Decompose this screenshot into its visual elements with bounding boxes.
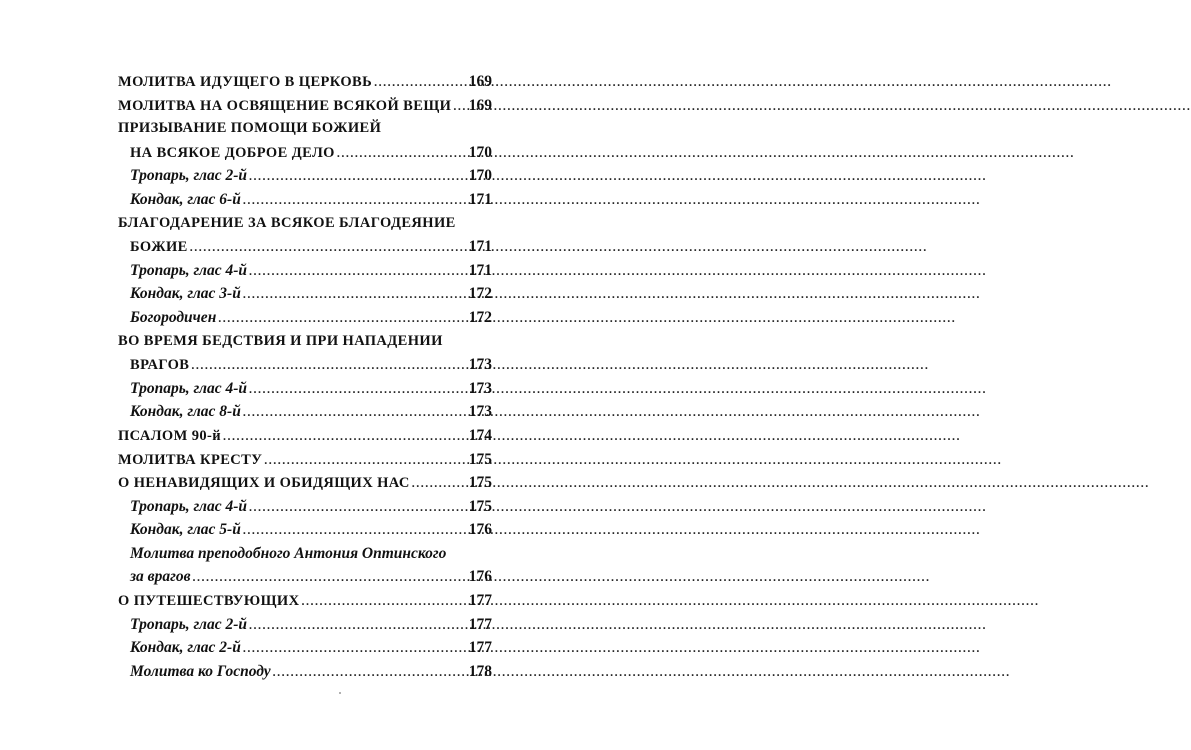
dot-leader [453,95,466,119]
toc-entry [118,589,492,613]
toc-entry-title: ПСАЛОМ 90-й [118,427,221,444]
toc-entry [130,495,492,519]
toc-entry-title: НА ВСЯКОЕ ДОБРОЕ ДЕЛО [130,144,335,161]
toc-entry-page: 172 [468,285,492,303]
toc-entry [130,188,492,212]
toc-entry-title: ПРИЗЫВАНИЕ ПОМОЩИ БОЖИЕЙ [118,120,382,137]
toc-entry [118,70,492,94]
toc-entry-page: 171 [468,238,492,256]
toc-entry [130,377,492,401]
toc-entry [118,94,492,118]
toc-entry [130,400,492,424]
table-of-contents [118,70,492,683]
toc-entry-title: Кондак, глас 8-й [130,403,241,421]
toc-entry-title: МОЛИТВА ИДУЩЕГО В ЦЕРКОВЬ [118,74,373,90]
toc-entry [130,565,492,589]
toc-entry-page: 175 [468,474,492,492]
toc-entry-heading [118,330,492,354]
dot-leader [264,449,466,473]
scan-speck [339,692,341,694]
toc-entry-title: МОЛИТВА КРЕСТУ [118,451,263,468]
toc-entry-page: 172 [468,308,492,326]
dot-leader [218,307,466,331]
dot-leader [337,142,467,166]
toc-entry [130,164,492,188]
dot-leader [301,590,466,614]
toc-entry-page: 169 [468,96,492,114]
toc-entry-page: 173 [468,379,492,397]
dot-leader [193,566,467,590]
toc-entry-page: 176 [468,568,492,586]
toc-entry [130,235,492,259]
toc-entry-heading [130,542,492,566]
toc-entry-heading [118,212,492,236]
dot-leader [243,189,467,213]
toc-entry-page: 169 [468,73,492,90]
toc-entry [130,613,492,637]
dot-leader [249,378,467,402]
toc-entry-title: БОЖИЕ [130,239,188,256]
dot-leader [412,472,467,496]
toc-entry-page: 170 [468,143,492,161]
dot-leader [374,71,467,95]
toc-entry-title: БЛАГОДАРЕНИЕ ЗА ВСЯКОЕ БЛАГОДЕЯНИЕ [118,214,456,231]
dot-leader [249,165,467,189]
toc-entry-title: Тропарь, глас 4-й [130,497,248,515]
toc-entry [118,448,492,472]
toc-entry-page: 178 [468,662,492,680]
toc-entry-title: МОЛИТВА НА ОСВЯЩЕНИЕ ВСЯКОЙ ВЕЩИ [118,97,452,114]
dot-leader [249,614,467,638]
toc-entry [130,518,492,542]
toc-entry-page: 173 [468,356,492,374]
dot-leader [243,519,467,543]
toc-entry-title: Кондак, глас 6-й [130,190,241,208]
toc-entry-title: ВРАГОВ [130,357,190,374]
toc-entry [130,141,492,165]
dot-leader [243,401,467,425]
toc-entry-page: 177 [468,592,492,610]
dot-leader [249,260,467,284]
toc-entry [130,259,492,283]
toc-entry-title: О НЕНАВИДЯЩИХ И ОБИДЯЩИХ НАС [118,475,410,492]
dot-leader [191,354,466,378]
toc-entry-page: 170 [468,167,492,185]
toc-entry [118,471,492,495]
toc-entry-title: Тропарь, глас 2-й [130,615,248,633]
dot-leader [273,661,467,685]
toc-entry [130,282,492,306]
toc-entry [118,424,492,448]
toc-entry-page: 177 [468,615,492,633]
dot-leader [190,236,467,260]
toc-entry [130,636,492,660]
dot-leader [249,496,467,520]
toc-entry-title: Кондак, глас 3-й [130,285,241,303]
toc-entry-title: за врагов [130,568,191,586]
toc-entry-title: Кондак, глас 2-й [130,639,241,657]
toc-entry [130,353,492,377]
toc-entry-page: 171 [468,190,492,208]
toc-entry-title: ВО ВРЕМЯ БЕДСТВИЯ И ПРИ НАПАДЕНИИ [118,332,443,349]
toc-entry-page: 173 [468,403,492,421]
toc-entry-title: Тропарь, глас 4-й [130,379,248,397]
toc-entry-title: Богородичен [130,308,217,326]
toc-entry-title: Тропарь, глас 4-й [130,261,248,279]
toc-entry-heading [118,117,492,141]
toc-entry-page: 175 [468,497,492,515]
toc-entry-page: 175 [468,450,492,468]
toc-entry-title: Кондак, глас 5-й [130,521,241,539]
toc-entry-page: 176 [468,521,492,539]
toc-entry [130,660,492,684]
toc-entry-title: Молитва преподобного Антония Оптинского [130,544,447,562]
toc-entry [130,306,492,330]
dot-leader [243,637,467,661]
toc-entry-page: 171 [468,261,492,279]
dot-leader [223,425,467,449]
dot-leader [243,283,467,307]
toc-entry-page: 177 [468,639,492,657]
toc-entry-title: О ПУТЕШЕСТВУЮЩИХ [118,593,300,610]
toc-entry-title: Молитва ко Господу [130,662,271,680]
toc-entry-page: 174 [468,426,492,444]
toc-entry-title: Тропарь, глас 2-й [130,167,248,185]
